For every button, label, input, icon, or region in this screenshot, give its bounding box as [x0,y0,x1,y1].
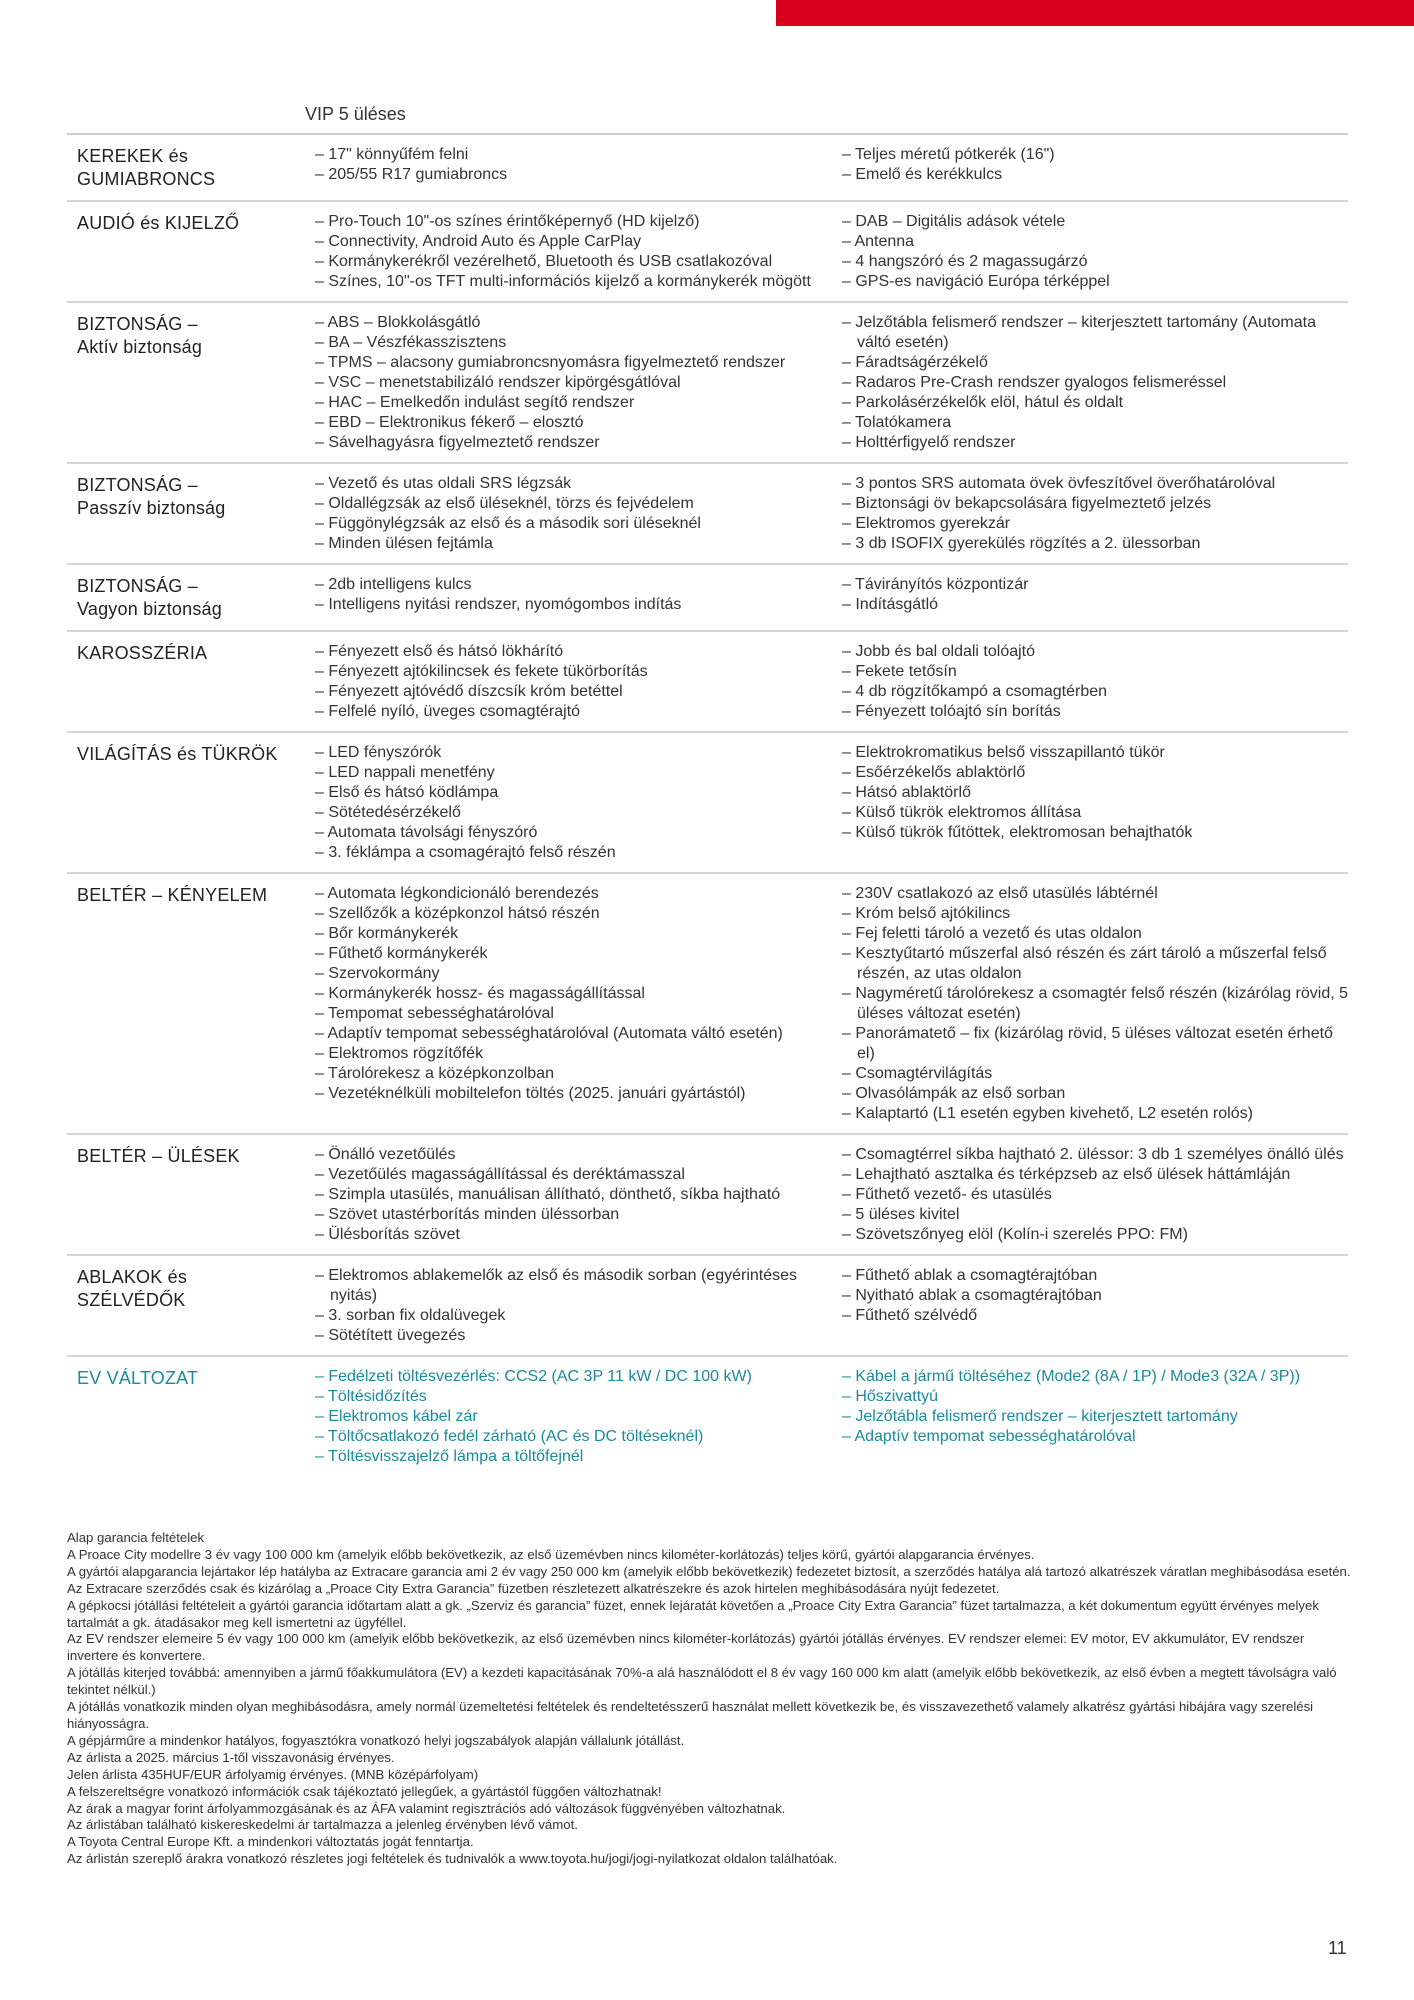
spec-item: – Felfelé nyíló, üveges csomagtérajtó [315,703,581,720]
spec-item: – Függönylégzsák az első és a második sori üléseknél [315,515,701,532]
spec-item: – Nyitható ablak a csomagtérajtóban [842,1287,1102,1304]
footnote-line: A jótállás kiterjed továbbá: amennyiben a jármű főakkumulátora (EV) a kezdeti kapacitásának 70%-a alá használódott el 8 év vagy 160 000 km alatt (amelyik előbb bekövetkezik, az első évben a megtett távolságra való tekintet nélkül.) [67,1665,1337,1698]
spec-item: – Csomagtérrel síkba hajtható 2. üléssor: 3 db 1 személyes önálló ülés [842,1146,1344,1163]
spec-column-right [842,743,1348,863]
spec-table [67,133,1353,1476]
category-line: SZÉLVÉDŐK [77,1290,186,1310]
spec-row [67,1357,1348,1476]
category-line: BIZTONSÁG – [77,475,198,495]
spec-category [67,145,315,191]
spec-item: – Külső tükrök elektromos állítása [842,804,1082,821]
spec-item: – Töltésvisszajelző lámpa a töltőfejnél [315,1448,584,1465]
spec-item: – Fej feletti tároló a vezető és utas oldalon [842,925,1142,942]
spec-item: – Fényezett ajtókilincsek és fekete tükörborítás [315,663,648,680]
category-line: BELTÉR – KÉNYELEM [77,885,268,905]
spec-column-left [315,212,842,292]
spec-item: – Ülésborítás szövet [315,1226,460,1243]
spec-item: – DAB – Digitális adások vétele [842,213,1066,230]
footnote-line: A gépjárműre a mindenkor hatályos, fogyasztókra vonatkozó helyi jogszabályok alapján vállalunk jótállást. [67,1732,685,1748]
spec-item: – Olvasólámpák az első sorban [842,1085,1066,1102]
footnote-line: Jelen árlista 435HUF/EUR árfolyamig érvényes. (MNB középárfolyam) [67,1766,479,1782]
spec-item: – Sötétedésérzékelő [315,804,461,821]
spec-item: – Intelligens nyitási rendszer, nyomógombos indítás [315,596,682,613]
spec-category [67,884,315,1124]
spec-item: – Panorámatető – fix (kizárólag rövid, 5 üléses változat esetén érhető el) [842,1025,1338,1062]
spec-item: – Antenna [842,233,915,250]
spec-item: – Sötétített üvegezés [315,1327,466,1344]
spec-column-left [315,1266,842,1346]
spec-item: – Elektromos rögzítőfék [315,1045,484,1062]
spec-item: – Króm belső ajtókilincs [842,905,1011,922]
footnote-line: A Toyota Central Europe Kft. a mindenkori változtatás jogát fenntartja. [67,1834,474,1850]
spec-category [67,313,315,453]
spec-item: – 4 db rögzítőkampó a csomagtérben [842,683,1108,700]
category-line: BELTÉR – ÜLÉSEK [77,1146,240,1166]
spec-item: – Jobb és bal oldali tolóajtó [842,643,1036,660]
spec-item: – Kábel a jármű töltéséhez (Mode2 (8A / 1P) / Mode3 (32A / 3P)) [842,1368,1301,1385]
spec-item: – Elektromos kábel zár [315,1408,478,1425]
spec-item: – 2db intelligens kulcs [315,576,472,593]
spec-row [67,733,1348,874]
spec-item: – Automata távolsági fényszóró [315,824,538,841]
spec-row [67,303,1348,464]
spec-column-left [315,884,842,1124]
category-line: VILÁGÍTÁS és TÜKRÖK [77,744,278,764]
spec-item: – Külső tükrök fűtöttek, elektromosan behajthatók [842,824,1193,841]
spec-item: – Tolatókamera [842,414,952,431]
spec-item: – ABS – Blokkolásgátló [315,314,481,331]
spec-item: – Fényezett első és hátsó lökhárító [315,643,564,660]
spec-item: – Indításgátló [842,596,939,613]
page-number: 11 [1328,1938,1347,1958]
spec-item: – Minden ülésen fejtámla [315,535,493,552]
footnote-line: Az árlistán szereplő árakra vonatkozó részletes jogi feltételek és tudnivalók a www.toyota.hu/jogi/jogi-nyilatkozat oldalon találhatóak. [67,1851,838,1867]
spec-item: – Kesztyűtartó műszerfal alsó részén és zárt tároló a műszerfal felső részén, az utas oldalon [842,945,1332,982]
spec-item: – Töltésidőzítés [315,1388,427,1405]
spec-item: – Fűthető kormánykerék [315,945,488,962]
spec-item: – Töltőcsatlakozó fedél zárható (AC és DC töltéseknél) [315,1428,704,1445]
spec-item: – Jelzőtábla felismerő rendszer – kiterjesztett tartomány [842,1408,1238,1425]
spec-column-right [842,313,1348,453]
spec-item: – TPMS – alacsony gumiabroncsnyomásra figyelmeztető rendszer [315,354,786,371]
spec-item: – Nagyméretű tárolórekesz a csomagtér felső részén (kizárólag rövid, 5 üléses változat esetén) [842,985,1353,1022]
category-line: Aktív biztonság [77,337,203,357]
spec-item: – HAC – Emelkedőn indulást segítő rendszer [315,394,635,411]
spec-item: – Sávelhagyásra figyelmeztető rendszer [315,434,600,451]
spec-item: – EBD – Elektronikus fékerő – elosztó [315,414,584,431]
spec-column-right [842,1145,1348,1245]
spec-item: – Csomagtérvilágítás [842,1065,993,1082]
footnote-line: A jótállás vonatkozik minden olyan meghibásodásra, amely normál üzemeltetési feltételek és rendeltetésszerű használat mellett következik be, és visszavezethető valamely alkatrész gyártási hibájára vagy szerelési hiányosságra. [67,1699,1314,1731]
spec-item: – 17" könnyűfém felni [315,146,469,163]
spec-item: – Kormánykerék hossz- és magasságállítással [315,985,645,1002]
spec-item: – Pro-Touch 10"-os színes érintőképernyő (HD kijelző) [315,213,700,230]
spec-category [67,1145,315,1245]
spec-item: – Önálló vezetőülés [315,1146,456,1163]
footnote-line: Az árak a magyar forint árfolyammozgásának és az ÁFA valamint regisztrációs adó változások függvényében változhatnak. [67,1800,786,1816]
footnote-line: Alap garancia feltételek [67,1530,205,1545]
spec-category [67,212,315,292]
spec-item: – Lehajtható asztalka és térképzseb az első ülések háttámláján [842,1166,1291,1183]
spec-column-right [842,1266,1348,1346]
spec-item: – Szervokormány [315,965,440,982]
category-line: Vagyon biztonság [77,599,222,619]
spec-column-left [315,145,842,191]
spec-row [67,464,1348,565]
spec-row [67,632,1348,733]
category-line: ABLAKOK és [77,1267,188,1287]
spec-row [67,135,1348,202]
spec-item: – Első és hátsó ködlámpa [315,784,499,801]
spec-item: – Fényezett tolóajtó sín borítás [842,703,1061,720]
spec-item: – LED nappali menetfény [315,764,495,781]
spec-item: – Holttérfigyelő rendszer [842,434,1016,451]
category-line: GUMIABRONCS [77,169,216,189]
spec-item: – Jelzőtábla felismerő rendszer – kiterjesztett tartomány (Automata váltó esetén) [842,314,1321,351]
footnote-line: A gyártói alapgarancia lejártakor lép hatályba az Extracare garancia ami 2 év vagy 250 000 km (amelyik előbb bekövetkezik) fedezetet biztosít, a szerződés hatálya alá tartozó alkatrészek váratlan meghibásodása esetén. [67,1563,1351,1579]
spec-item: – 4 hangszóró és 2 magassugárzó [842,253,1088,270]
footnote-line: Az Extracare szerződés csak és kizárólag a „Proace City Extra Garancia” füzetben részletezett alkatrészekre és azok hirtelen meghibásodására nyújt fedezetet. [67,1580,1000,1596]
spec-item: – 3 pontos SRS automata övek övfeszítővel överőhatárolóval [842,475,1276,492]
spec-item: – GPS-es navigáció Európa térképpel [842,273,1110,290]
spec-column-left [315,642,842,722]
spec-item: – 5 üléses kivitel [842,1206,960,1223]
spec-column-right [842,575,1348,621]
spec-item: – Vezetéknélküli mobiltelefon töltés (2025. januári gyártástól) [315,1085,746,1102]
footnote-line: Az árlista a 2025. március 1-től visszavonásig érvényes. [67,1749,395,1765]
spec-item: – Szövet utastérborítás minden üléssorban [315,1206,620,1223]
spec-category [67,474,315,554]
spec-category [67,1367,315,1467]
spec-category [67,575,315,621]
spec-column-right [842,212,1348,292]
category-line: EV VÁLTOZAT [77,1368,199,1388]
spec-item: – BA – Vészfékasszisztens [315,334,507,351]
spec-item: – 3. sorban fix oldalüvegek [315,1307,506,1324]
spec-row [67,202,1348,303]
spec-item: – Tempomat sebességhatárolóval [315,1005,554,1022]
spec-item: – Kalaptartó (L1 esetén egyben kivehető, L2 esetén rolós) [842,1105,1253,1122]
spec-item: – 230V csatlakozó az első utasülés lábtérnél [842,885,1158,902]
spec-item: – Emelő és kerékkulcs [842,166,1003,183]
footnote-line: Az árlistában található kiskereskedelmi ár tartalmazza a jelenleg érvényben lévő vámot. [67,1817,578,1833]
spec-item: – Connectivity, Android Auto és Apple CarPlay [315,233,642,250]
spec-item: – Hőszivattyú [842,1388,939,1405]
spec-category [67,642,315,722]
spec-item: – Elektrokromatikus belső visszapillantó tükör [842,744,1165,761]
spec-item: – Parkolásérzékelők elöl, hátul és oldalt [842,394,1124,411]
spec-item: – Szellőzők a középkonzol hátsó részén [315,905,600,922]
footnote-line: A Proace City modellre 3 év vagy 100 000 km (amelyik előbb bekövetkezik, az első üzemévben nincs kilométer-korlátozás) teljes körű, gyártói alapgarancia érvényes. [67,1546,1035,1562]
spec-column-right [842,474,1348,554]
spec-column-left [315,743,842,863]
footnote-line: A gépkocsi jótállási feltételeit a gyártói garancia időtartam alatt a gk. „Szerviz és garancia” füzet, ennek lejáratát követően a „Proace City Extra Garancia” füzet tartalmazza, a két dokumentum együtt érvényes melyek tartalmát a gk. átadásakor meg kell ismertetni az ügyféllel. [67,1597,1319,1630]
spec-category [67,743,315,863]
spec-item: – Teljes méretű pótkerék (16") [842,146,1055,163]
spec-item: – Adaptív tempomat sebességhatárolóval [842,1428,1136,1445]
spec-item: – 3. féklámpa a csomagérajtó felső részén [315,844,616,861]
spec-column-right [842,1367,1348,1467]
spec-item: – Elektromos gyerekzár [842,515,1011,532]
spec-column-right [842,642,1348,722]
spec-item: – Bőr kormánykerék [315,925,459,942]
spec-item: – Fűthető szélvédő [842,1307,978,1324]
spec-item: – Fényezett ajtóvédő díszcsík króm betéttel [315,683,623,700]
spec-item: – Vezetőülés magasságállítással és deréktámasszal [315,1166,685,1183]
spec-row [67,565,1348,632]
spec-item: – Kormánykerékről vezérelhető, Bluetooth és USB csatlakozóval [315,253,773,270]
spec-item: – Oldallégzsák az első üléseknél, törzs és fejvédelem [315,495,694,512]
spec-item: – VSC – menetstabilizáló rendszer kipörgésgátlóval [315,374,681,391]
category-line: Passzív biztonság [77,498,226,518]
spec-column-left [315,1145,842,1245]
spec-row [67,1135,1348,1256]
brand-accent-bar [776,0,1414,26]
footnote-line: A felszereltségre vonatkozó információk csak tájékoztató jellegűek, a gyártástól függően változhatnak! [67,1783,662,1799]
spec-item: – Radaros Pre-Crash rendszer gyalogos felismeréssel [842,374,1227,391]
spec-column-right [842,145,1348,191]
spec-item: – Szimpla utasülés, manuálisan állítható, dönthető, síkba hajtható [315,1186,781,1203]
spec-row [67,1256,1348,1357]
spec-item: – Szövetszőnyeg elöl (Kolín-i szerelés PPO: FM) [842,1226,1188,1243]
category-line: KAROSSZÉRIA [77,643,208,663]
category-line: KEREKEK és [77,146,189,166]
spec-item: – LED fényszórók [315,744,442,761]
spec-column-left [315,474,842,554]
spec-item: – Távirányítós központizár [842,576,1029,593]
spec-item: – Fáradtságérzékelő [842,354,988,371]
variant-title: VIP 5 üléses [305,104,406,124]
spec-column-left [315,313,842,453]
spec-item: – Tárolórekesz a középkonzolban [315,1065,554,1082]
spec-item: – 3 db ISOFIX gyerekülés rögzítés a 2. ülessorban [842,535,1201,552]
category-line: AUDIÓ és KIJELZŐ [77,213,240,233]
spec-item: – Esőérzékelős ablaktörlő [842,764,1026,781]
footnote-line: Az EV rendszer elemeire 5 év vagy 100 000 km (amelyik előbb bekövetkezik, az első üzemévben nincs kilométer-korlátozás) gyártói jótállás érvényes. EV rendszer elemei: EV motor, EV akkumulátor, EV rendszer invertere és konvertere. [67,1631,1305,1664]
category-line: BIZTONSÁG – [77,576,198,596]
spec-item: – Hátsó ablaktörlő [842,784,971,801]
spec-item: – Vezető és utas oldali SRS légzsák [315,475,572,492]
spec-column-left [315,1367,842,1467]
footnotes [67,1530,1352,1868]
spec-column-left [315,575,842,621]
spec-item: – Fűthető ablak a csomagtérajtóban [842,1267,1098,1284]
spec-row [67,874,1353,1135]
spec-item: – Fekete tetősín [842,663,957,680]
spec-item: – Elektromos ablakemelők az első és második sorban (egyérintéses nyitás) [315,1267,802,1304]
spec-item: – Automata légkondicionáló berendezés [315,885,599,902]
spec-item: – Biztonsági öv bekapcsolására figyelmeztető jelzés [842,495,1212,512]
spec-item: – Színes, 10"-os TFT multi-információs kijelző a kormánykerék mögött [315,273,811,290]
spec-column-right [842,884,1353,1124]
spec-item: – Adaptív tempomat sebességhatárolóval (Automata váltó esetén) [315,1025,783,1042]
spec-item: – Fűthető vezető- és utasülés [842,1186,1052,1203]
spec-item: – Fedélzeti töltésvezérlés: CCS2 (AC 3P 11 kW / DC 100 kW) [315,1368,752,1385]
spec-category [67,1266,315,1346]
category-line: BIZTONSÁG – [77,314,198,334]
spec-item: – 205/55 R17 gumiabroncs [315,166,508,183]
